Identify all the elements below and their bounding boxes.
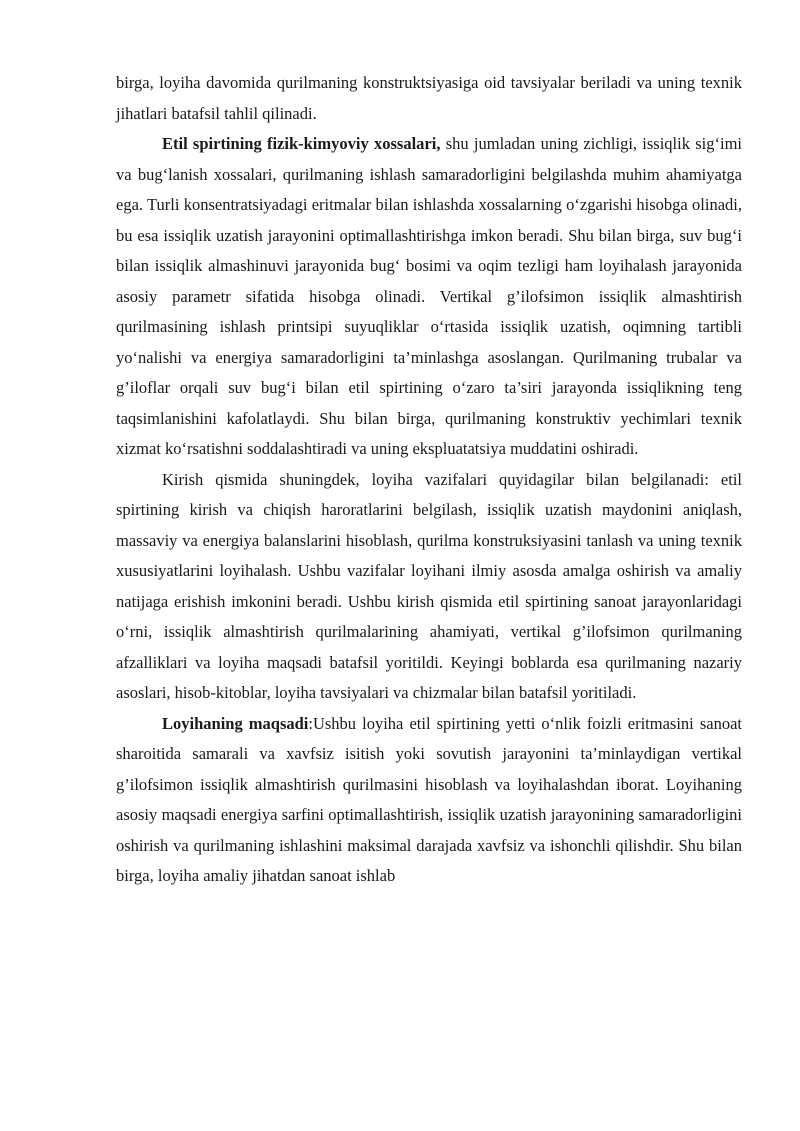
paragraph-4-text: :Ushbu loyiha etil spirtining yetti o‘nlik foizli eritmasini sanoat sharoitida samarali va xavfsiz isitish yoki sovutish jarayonini ta’minlaydigan vertikal g’ilofsimon issiqlik almashtirish qurilmasini hisoblash va loyihalashdan iborat. Loyihaning asosiy maqsadi energiya sarfini optimallashtirish, issiqlik uzatish jarayonining samaradorligini oshirish va qurilmaning ishlashini maksimal darajada xavfsiz va ishonchli qilishdir. Shu bilan birga, loyiha amaliy jihatdan sanoat ishlab <box>116 713 742 885</box>
paragraph-2-text: shu jumladan uning zichligi, issiqlik sig‘imi va bug‘lanish xossalari, qurilmaning ishlash samaradorligini belgilashda muhim ahamiyatga ega. Turli konsentratsiyadagi eritmalar bilan ishlashda xossalarning o‘zgarishi hisobga olinadi, bu esa issiqlik uzatish jarayonini optimallashtirishga imkon beradi. Shu bilan birga, suv bug‘i bilan issiqlik almashinuvi jarayonida bug‘ bosimi va oqim tezligi ham loyihalash jarayonida asosiy parametr sifatida hisobga olinadi. Vertikal g’ilofsimon issiqlik almashtirish qurilmasining ishlash printsipi suyuqliklar o‘rtasida issiqlik uzatish, oqimning tartibli yo‘nalishi va energiya samaradorligini ta’minlashga asoslangan. Qurilmaning trubalar va g’iloflar orqali suv bug‘i bilan etil spirtining o‘zaro ta’siri jarayonda issiqlikning teng taqsimlanishini kafolatlaydi. Shu bilan birga, qurilmaning konstruktiv yechimlari texnik xizmat ko‘rsatishni soddalashtiradi va uning ekspluatatsiya muddatini oshiradi. <box>116 134 742 458</box>
paragraph-1 <box>116 68 742 129</box>
paragraph-2 <box>116 129 742 465</box>
paragraph-4 <box>116 709 742 892</box>
paragraph-2-heading: Etil spirtining fizik-kimyoviy xossalari, <box>162 134 441 153</box>
paragraph-1-text: birga, loyiha davomida qurilmaning konstruktsiyasiga oid tavsiyalar beriladi va uning texnik jihatlari batafsil tahlil qilinadi. <box>116 73 742 123</box>
paragraph-3-text: Kirish qismida shuningdek, loyiha vazifalari quyidagilar bilan belgilanadi: etil spirtining kirish va chiqish haroratlarini belgilash, issiqlik uzatish maydonini aniqlash, massaviy va energiya balanslarini hisoblash, qurilma konstruksiyasini tanlash va uning texnik xususiyatlarini loyihalash. Ushbu vazifalar loyihani ilmiy asosda amalga oshirish va amaliy natijaga erishish imkonini beradi. Ushbu kirish qismida etil spirtining sanoat jarayonlaridagi o‘rni, issiqlik almashtirish qurilmalarining ahamiyati, vertikal g’ilofsimon qurilmaning afzalliklari va loyiha maqsadi batafsil yoritildi. Keyingi boblarda esa qurilmaning nazariy asoslari, hisob-kitoblar, loyiha tavsiyalari va chizmalar bilan batafsil yoritiladi. <box>116 469 742 702</box>
paragraph-3 <box>116 465 742 709</box>
document-page <box>116 68 742 892</box>
paragraph-4-heading: Loyihaning maqsadi <box>162 713 309 733</box>
